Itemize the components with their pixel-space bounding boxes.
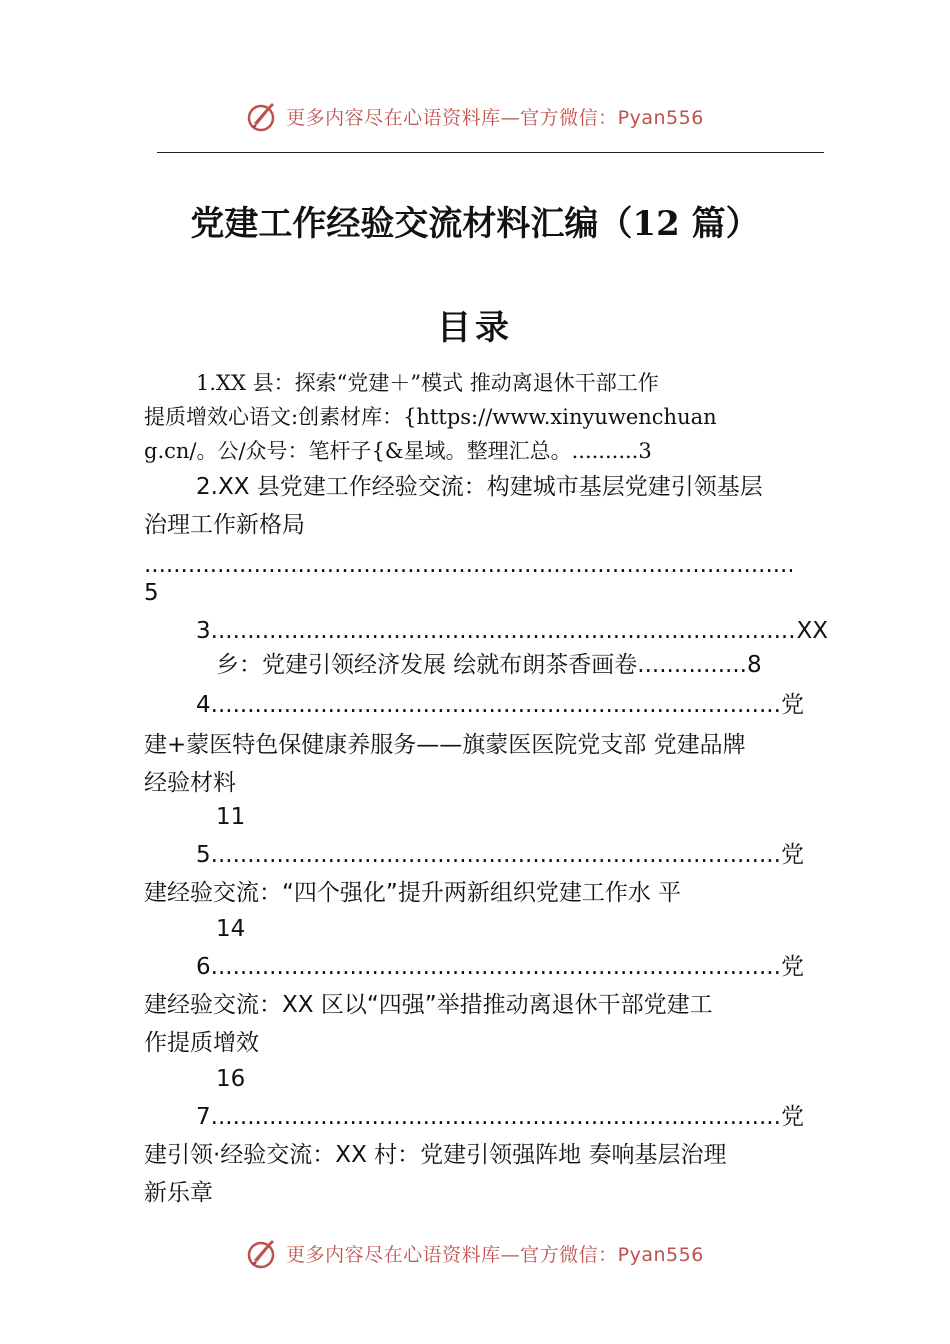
toc-entry-1-line-1[interactable]: 1.XX 县：探索“党建＋”模式 推动离退休干部工作 xyxy=(196,371,659,395)
footer-banner xyxy=(0,1233,950,1273)
toc-entry-2-line-2[interactable]: 治理工作新格局 xyxy=(144,512,305,538)
toc-entry-7-line-2[interactable]: 新乐章 xyxy=(144,1180,213,1206)
toc-entry-4-page: 11 xyxy=(216,804,246,830)
pen-logo-icon xyxy=(246,99,280,133)
header-banner xyxy=(0,96,950,136)
toc-entry-4-leader[interactable] xyxy=(196,688,804,722)
toc-entry-3-line-1[interactable]: 乡：党建引领经济发展 绘就布朗茶香画卷...............8 xyxy=(216,652,762,678)
pen-logo-icon xyxy=(246,1236,280,1270)
toc-entry-3-number: 3. xyxy=(196,618,218,644)
toc-entry-7-number: 7. xyxy=(196,1104,218,1130)
toc-entry-3-end: XX xyxy=(796,618,828,644)
toc-entry-2-line-1[interactable]: 2.XX 县党建工作经验交流：构建城市基层党建引领基层 xyxy=(196,474,763,500)
toc-entry-6-number: 6. xyxy=(196,954,218,980)
toc-entry-6-line-1[interactable]: 建经验交流：XX 区以“四强”举措推动离退休干部党建工 xyxy=(144,992,713,1018)
document-title: 党建工作经验交流材料汇编（12 篇） xyxy=(190,204,760,244)
toc-entry-6-line-2[interactable]: 作提质增效 xyxy=(144,1030,259,1056)
wechat-id: Pyan556 xyxy=(617,1243,704,1266)
header-rule xyxy=(157,152,824,153)
toc-entry-5-end: 党 xyxy=(781,842,804,868)
toc-entry-7-line-1[interactable]: 建引领·经验交流：XX 村：党建引领强阵地 奏响基层治理 xyxy=(144,1142,727,1168)
toc-entry-2-page: 5 xyxy=(144,580,159,606)
toc-entry-6-page: 16 xyxy=(216,1066,246,1092)
toc-entry-4-end: 党 xyxy=(781,692,804,718)
toc-entry-4-line-2[interactable]: 经验材料 xyxy=(144,770,236,796)
toc-entry-1-line-2[interactable]: 提质增效心语文:创素材库：{https://www.xinyuwenchuan xyxy=(144,405,717,429)
toc-entry-6-end: 党 xyxy=(781,954,804,980)
toc-entry-5-line-1[interactable]: 建经验交流：“四个强化”提升两新组织党建工作水 平 xyxy=(144,880,682,906)
toc-entry-2-leader xyxy=(144,548,792,582)
toc-entry-4-number: 4. xyxy=(196,692,218,718)
toc-entry-1-line-3[interactable]: g.cn/。公/众号：笔杆子{&星域。整理汇总。..........3 xyxy=(144,439,652,463)
toc-entry-4-line-1[interactable]: 建+蒙医特色保健康养服务——旗蒙医医院党支部 党建品牌 xyxy=(144,732,746,758)
banner-text: 更多内容尽在心语资料库—官方微信：Pyan556 xyxy=(286,106,704,129)
toc-entry-5-page: 14 xyxy=(216,916,246,942)
toc-entry-3-leader[interactable] xyxy=(196,614,828,648)
toc-entry-7-leader[interactable] xyxy=(196,1100,804,1134)
toc-entry-7-end: 党 xyxy=(781,1104,804,1130)
banner-text: 更多内容尽在心语资料库—官方微信：Pyan556 xyxy=(286,1243,704,1266)
toc-heading: 目录 xyxy=(437,308,513,348)
toc-entry-5-leader[interactable] xyxy=(196,838,804,872)
toc-entry-6-leader[interactable] xyxy=(196,950,804,984)
toc-entry-5-number: 5. xyxy=(196,842,218,868)
wechat-id: Pyan556 xyxy=(617,106,704,129)
